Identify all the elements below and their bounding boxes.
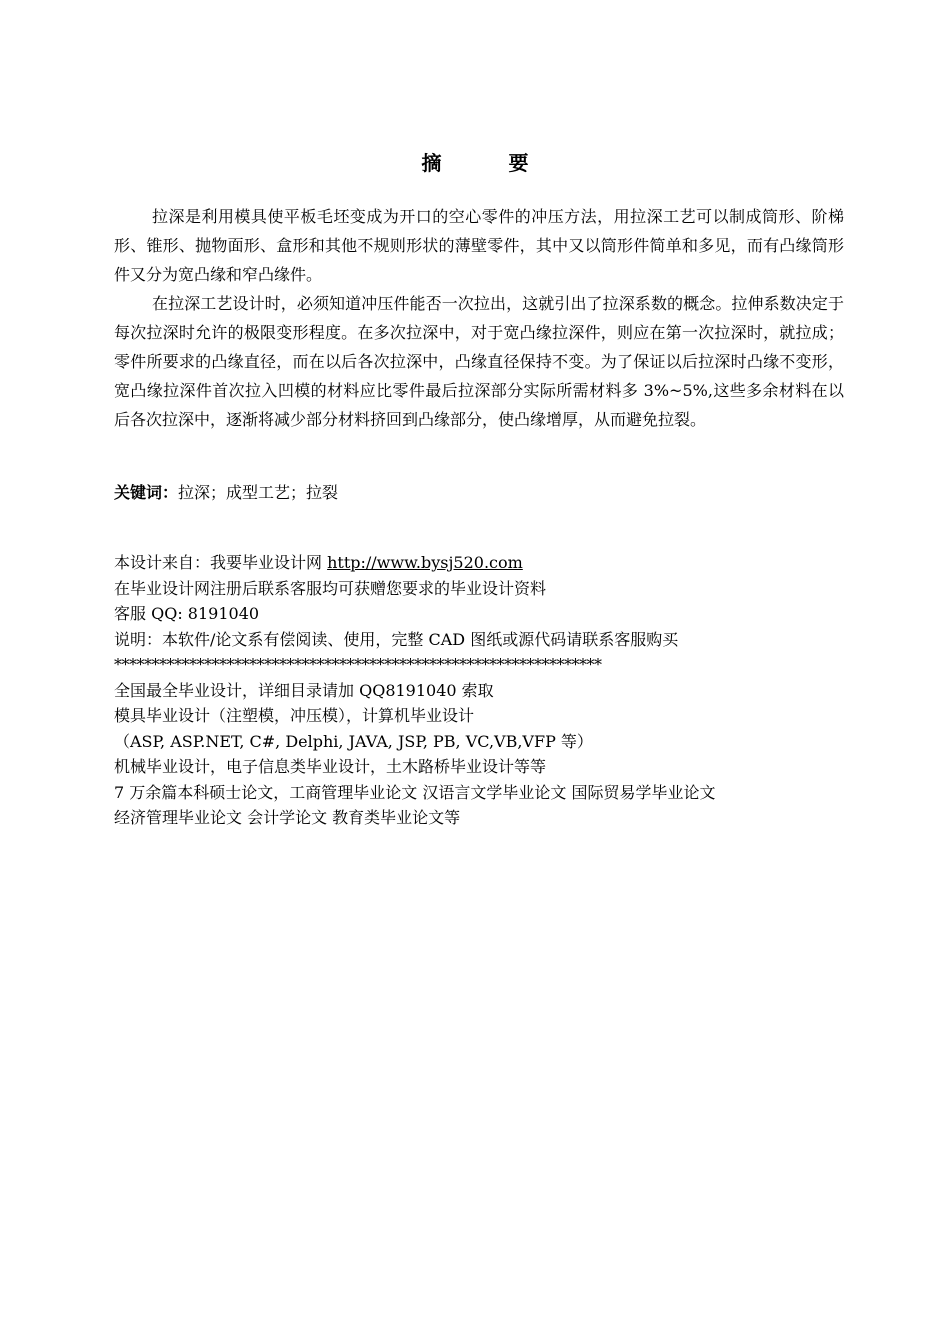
info-line-10: 7 万余篇本科硕士论文，工商管理毕业论文 汉语言文学毕业论文 国际贸易学毕业论文 xyxy=(114,782,716,802)
abstract-title: 摘 要 xyxy=(421,151,559,175)
info-line-6: 全国最全毕业设计，详细目录请加 QQ8191040 索取 xyxy=(114,680,494,700)
keywords-label: 关键词： xyxy=(114,483,179,502)
info-line-4: 说明：本软件/论文系有偿阅读、使用，完整 CAD 图纸或源代码请联系客服购买 xyxy=(114,629,679,649)
source-line xyxy=(114,550,844,576)
keywords-value: 拉深；成型工艺；拉裂 xyxy=(178,483,339,502)
source-link[interactable]: http://www.bysj520.com xyxy=(327,553,523,572)
info-line-8: （ASP, ASP.NET, C#, Delphi, JAVA, JSP, PB, VC,VB,VFP 等） xyxy=(114,731,593,751)
source-info-block xyxy=(114,550,844,831)
keywords-line xyxy=(114,478,844,507)
info-line-3: 客服 QQ: 8191040 xyxy=(114,604,260,623)
info-line-7: 模具毕业设计（注塑模，冲压模），计算机毕业设计 xyxy=(114,706,475,725)
info-line-9: 机械毕业设计，电子信息类毕业设计，土木路桥毕业设计等等 xyxy=(114,757,547,776)
info-line-11: 经济管理毕业论文 会计学论文 教育类毕业论文等 xyxy=(114,808,461,827)
abstract-paragraph-2: 在拉深工艺设计时，必须知道冲压件能否一次拉出，这就引出了拉深系数的概念。拉伸系数决定于每次拉深时允许的极限变形程度。在多次拉深中，对于宽凸缘拉深件，则应在第一次拉深时，就拉成；零件所要求的凸缘直径，而在以后各次拉深中，凸缘直径保持不变。为了保证以后拉深时凸缘不变形，宽凸缘拉深件首次拉入凹模的材料应比零件最后拉深部分实际所需材料多 3%~5%,这些多余材料在以后各次拉深中，逐渐将减少部分材料挤回到凸缘部分，使凸缘增厚，从而避免拉裂。 xyxy=(114,294,844,429)
abstract-paragraph-1: 拉深是利用模具使平板毛坯变成为开口的空心零件的冲压方法，用拉深工艺可以制成筒形、阶梯形、锥形、抛物面形、盒形和其他不规则形状的薄壁零件，其中又以筒形件简单和多见，而有凸缘筒形件又分为宽凸缘和窄凸缘件。 xyxy=(114,207,844,284)
abstract-body xyxy=(114,202,844,434)
separator-stars: ***************************************************************** xyxy=(114,655,602,674)
info-line-2: 在毕业设计网注册后联系客服均可获赠您要求的毕业设计资料 xyxy=(114,578,547,598)
source-prefix: 本设计来自：我要毕业设计网 xyxy=(114,553,328,572)
